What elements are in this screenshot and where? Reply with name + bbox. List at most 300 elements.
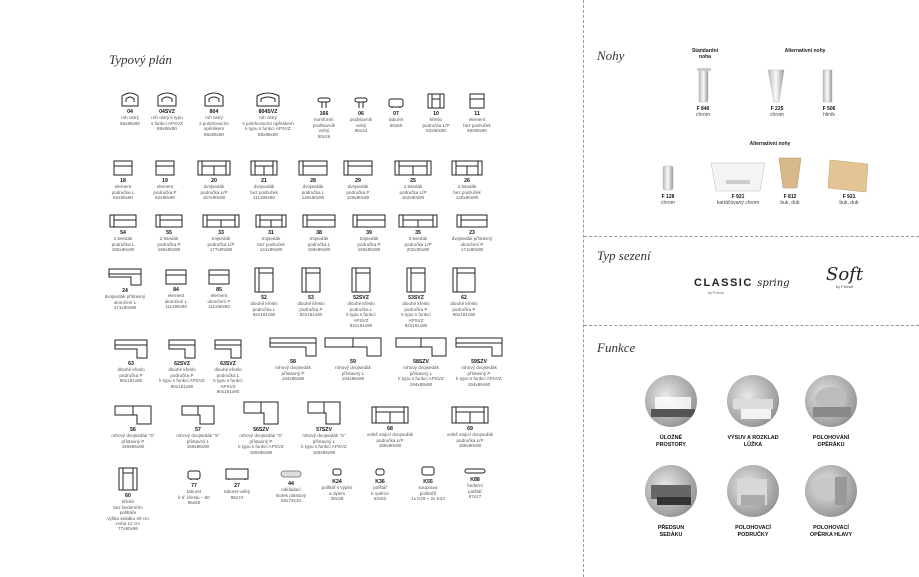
- plan-item-desc: k typu s funkcí: [346, 312, 376, 318]
- plan-item-desc: 90x161x90: [216, 389, 240, 395]
- leg-f840-image: [694, 68, 714, 104]
- plan-item-code: 20: [211, 178, 217, 184]
- plan-item-code: 52: [261, 295, 267, 301]
- plan-item-drawing: [330, 466, 344, 478]
- plan-item-desc: 86x86x90: [120, 120, 140, 126]
- plan-item-desc: dlouhé křeslo: [214, 367, 242, 373]
- plan-item-desc: područka L: [111, 189, 135, 195]
- plan-item-desc: ukončení P: [460, 241, 484, 247]
- plan-item-desc: rohový dvojsedák: [403, 365, 439, 371]
- plan-item-desc: 141x90x90: [259, 247, 283, 253]
- plan-item-desc: k typu s funkcí: [401, 312, 431, 318]
- plan-item-68: [356, 405, 424, 449]
- plan-item-desc: k typu s funkcí APSVZ: [159, 378, 205, 384]
- plan-item-desc: volně stojící dvojsedák: [366, 432, 414, 438]
- plan-item-drawing: [279, 468, 303, 480]
- plan-item-drawing: [120, 90, 140, 108]
- plan-item-desc: roh ostrý: [259, 115, 277, 121]
- plan-item-desc: roh ostrý: [205, 115, 223, 121]
- function-photo: [727, 375, 779, 427]
- seating-title: Typ sezení: [597, 248, 651, 263]
- plan-item-code: 53SVZ: [408, 295, 424, 301]
- plan-item-desc: 95x74: [230, 494, 244, 500]
- plan-item-desc: volně stojící dvojsedák: [446, 432, 494, 438]
- section-divider-seating: [584, 236, 919, 237]
- plan-item-desc: bez bederního: [113, 504, 143, 510]
- plan-item-code: 07: [393, 111, 399, 117]
- plan-item-desc: 2,5sedák: [113, 236, 133, 242]
- plan-item-desc: a zipem: [328, 490, 346, 496]
- plan-item-drawing: [201, 213, 241, 229]
- plan-item-drawing: [164, 268, 188, 286]
- plan-item-desc: k typu s funkcí APSVZ: [398, 376, 444, 382]
- plan-item-desc: 129x90x90: [301, 195, 325, 201]
- plan-item-drawing: [350, 266, 372, 294]
- function-label: VÝSUV A ROZKLAD LŮŽKA: [727, 435, 779, 448]
- plan-item-desc: dlouhé křeslo: [402, 301, 430, 307]
- plan-item-desc: područka L/P: [422, 122, 450, 128]
- plan-item-drawing: [315, 96, 333, 110]
- plan-item-desc: područka P: [452, 306, 476, 312]
- leg-f840: F 840 chrom: [696, 106, 710, 118]
- plan-item-drawing: [306, 400, 342, 426]
- function-photo: [645, 375, 697, 427]
- plan-item-23: [441, 213, 503, 253]
- plan-item-code: 04SVZ: [159, 109, 175, 115]
- plan-item-code: 58: [290, 359, 296, 365]
- plan-item-desc: polštář s výplní: [321, 485, 353, 491]
- plan-item-desc: 90x161x90: [170, 383, 194, 389]
- plan-item-drawing: [397, 213, 439, 229]
- leg-f812-image: [777, 156, 803, 190]
- plan-item-code: 60: [125, 493, 131, 499]
- plan-item-desc: APSVZ: [220, 383, 236, 389]
- plan-item-desc: 126x90x90: [455, 195, 479, 201]
- plan-item-desc: područka P: [170, 372, 194, 378]
- plan-item-drawing: [180, 404, 216, 426]
- plan-title: Typový plán: [109, 52, 172, 67]
- soft-logo-text: Soft: [826, 264, 864, 285]
- plan-item-desc: přístavný L: [312, 438, 336, 444]
- plan-item-drawing: [373, 466, 387, 478]
- plan-item-drawing: [450, 159, 484, 177]
- plan-item-desc: element: [114, 184, 132, 190]
- plan-item-k88: [446, 466, 504, 500]
- plan-item-desc: rohový dvojsedák: [275, 365, 311, 371]
- plan-item-desc: područka L/P: [207, 241, 235, 247]
- plan-item-desc: 92x90x90: [426, 128, 446, 134]
- plan-item-drawing: [342, 159, 374, 177]
- plan-item-desc: područka P: [153, 189, 177, 195]
- leg-f128: F 128 chrom: [661, 194, 675, 206]
- plan-item-desc: trojsedák: [261, 236, 281, 242]
- plan-item-desc: trojsedák: [211, 236, 231, 242]
- function-1: [641, 375, 701, 449]
- plan-item-desc: područka L: [216, 372, 240, 378]
- plan-item-desc: 177x90x90: [209, 247, 233, 253]
- plan-item-drawing: [297, 159, 329, 177]
- plan-item-desc: 171x90x90: [113, 305, 137, 311]
- plan-item-desc: 202x90x90: [406, 247, 430, 253]
- plan-item-drawing: [301, 213, 337, 229]
- plan-item-desc: 171x90x90: [460, 247, 484, 253]
- plan-item-desc: roh ostrý k typu: [151, 115, 183, 121]
- plan-item-desc: 189x90x90: [378, 443, 402, 449]
- plan-item-desc: područka P: [357, 241, 381, 247]
- plan-item-desc: ukončení L: [164, 298, 188, 304]
- plan-item-57: [166, 404, 230, 450]
- classic-logo-text: CLASSIC: [694, 277, 753, 289]
- plan-item-desc: dlouhé křeslo: [168, 367, 196, 373]
- leg-f921-chrome-image: [708, 160, 768, 194]
- plan-item-desc: 67x27: [468, 494, 482, 500]
- plan-item-code: 33: [218, 230, 224, 236]
- plan-item-desc: křeslo: [429, 117, 443, 123]
- plan-item-desc: 2,5sedák: [457, 184, 477, 190]
- legs-alt-label: Alternativní nohy: [784, 48, 826, 54]
- plan-item-desc: 159x86x90: [312, 449, 336, 455]
- plan-item-drawing: [113, 338, 149, 360]
- plan-item-desc: 1x K26 + 2x K24: [411, 496, 445, 502]
- plan-item-desc: 86x86x90: [204, 131, 224, 137]
- plan-item-desc: 159x86x90: [249, 449, 273, 455]
- plan-item-drawing: [167, 338, 197, 360]
- plan-item-desc: dvojsedák přístavný: [104, 294, 146, 300]
- plan-item-desc: k typu s funkcí: [213, 378, 243, 384]
- plan-item-code: 59SZV: [471, 359, 487, 365]
- plan-item-desc: s polohovacím: [199, 120, 229, 126]
- plan-item-desc: 82x161x90: [349, 323, 373, 329]
- plan-item-desc: element: [210, 293, 228, 299]
- plan-item-code: 85: [216, 287, 222, 293]
- function-5: [723, 465, 783, 539]
- plan-item-desc: přístavný L: [186, 438, 210, 444]
- legs-standard-label: Standardní noha: [691, 48, 719, 60]
- leg-f921-chrome: F 921 kartáčovaný chrom: [716, 194, 760, 206]
- plan-item-code: 56: [130, 427, 136, 433]
- plan-item-desc: element: [156, 184, 174, 190]
- function-4: [641, 465, 701, 539]
- plan-item-desc: rohový dvojsedák "S": [176, 433, 220, 439]
- plan-item-code: 44: [288, 481, 294, 487]
- plan-item-desc: 38x38: [330, 496, 344, 502]
- plan-item-desc: přístavný L: [409, 370, 433, 376]
- plan-item-code: 18: [120, 178, 126, 184]
- plan-item-desc: područka L/P: [404, 241, 432, 247]
- plan-item-desc: područka L: [301, 189, 325, 195]
- plan-item-desc: 111x90x90: [208, 304, 230, 310]
- plan-item-desc: dlouhé křeslo: [347, 301, 375, 307]
- plan-item-desc: 65x23: [354, 128, 368, 134]
- plan-item-code: K88: [470, 477, 480, 483]
- soft-logo: [826, 266, 863, 289]
- plan-item-desc: bez područek: [257, 241, 285, 247]
- plan-item-code: 56SZV: [253, 427, 269, 433]
- plan-item-desc: dlouhé křeslo: [117, 367, 145, 373]
- plan-item-desc: s funkcí APSVZ: [151, 120, 183, 126]
- plan-item-desc: 111x90x90: [165, 304, 187, 310]
- plan-item-code: 29: [355, 178, 361, 184]
- plan-item-desc: područka P: [346, 189, 370, 195]
- plan-item-desc: ukončení P: [207, 298, 231, 304]
- plan-item-drawing: [224, 466, 250, 482]
- plan-item-desc: dvojsedák: [302, 184, 324, 190]
- plan-item-desc: 90x161x90: [452, 312, 476, 318]
- plan-item-desc: područka L: [349, 306, 373, 312]
- plan-item-desc: 52x52: [373, 496, 387, 502]
- plan-item-drawing: [196, 159, 232, 177]
- plan-item-desc: noha 12 cm: [115, 521, 140, 527]
- plan-item-desc: volný: [318, 128, 330, 134]
- plan-item-desc: 86x86x90: [157, 126, 177, 132]
- plan-item-drawing: [112, 159, 134, 177]
- plan-item-desc: rohový dvojsedák "S": [239, 433, 283, 439]
- plan-item-desc: područka L: [252, 306, 276, 312]
- plan-item-desc: 2,5sedák: [403, 184, 423, 190]
- plan-item-desc: k typu s funkcí APSVZ: [301, 444, 347, 450]
- function-2: [723, 375, 783, 449]
- plan-item-desc: komfortní: [314, 117, 334, 123]
- plan-item-drawing: [387, 96, 405, 110]
- plan-item-drawing: [393, 159, 433, 177]
- plan-item-desc: 129x90x90: [346, 195, 370, 201]
- plan-item-code: 27: [234, 483, 240, 489]
- plan-item-drawing: [451, 266, 477, 294]
- plan-item-drawing: [323, 336, 383, 358]
- legs-alt-label-2: Alternativní nohy: [749, 141, 791, 147]
- leg-f225: F 225 chrom: [770, 106, 784, 118]
- plan-item-desc: 82x161x90: [404, 323, 428, 329]
- plan-item-code: 804: [209, 109, 219, 115]
- leg-f128-image: [658, 164, 678, 192]
- plan-item-desc: područka L: [307, 241, 331, 247]
- plan-item-desc: 159x90x90: [307, 247, 331, 253]
- plan-item-desc: 166x90x90: [157, 247, 181, 253]
- plan-item-drawing: [405, 266, 427, 294]
- plan-item-desc: trojsedák: [309, 236, 329, 242]
- plan-item-desc: taburet: [388, 117, 404, 123]
- plan-item-desc: 3,5sedák: [408, 236, 428, 242]
- plan-item-desc: 111x90x90: [253, 195, 275, 201]
- plan-item-desc: stolek plastový: [275, 492, 307, 498]
- plan-item-desc: područka P: [157, 241, 181, 247]
- plan-item-drawing: [242, 400, 280, 426]
- plan-item-code: 53: [308, 295, 314, 301]
- plan-item-desc: ukončení L: [113, 299, 137, 305]
- plan-item-52svz: [332, 266, 390, 328]
- plan-item-drawing: [254, 213, 288, 229]
- plan-item-desc: 194x86x90: [467, 381, 491, 387]
- plan-item-desc: 82x90x90: [113, 195, 133, 201]
- plan-item-code: 54: [120, 230, 126, 236]
- soft-logo-sub: by Pohsel: [835, 284, 854, 289]
- plan-item-desc: 194x86x90: [341, 376, 365, 382]
- plan-item-drawing: [249, 159, 279, 177]
- plan-item-desc: volný: [355, 122, 367, 128]
- plan-item-desc: dvojsedák: [203, 184, 225, 190]
- plan-item-62: [435, 266, 493, 318]
- plan-item-code: 804SVZ: [258, 109, 278, 115]
- plan-item-desc: 90x161x90: [119, 378, 143, 384]
- plan-item-code: 28: [310, 178, 316, 184]
- spring-logo-text: spring: [757, 278, 790, 289]
- plan-item-desc: rohový dvojsedák: [335, 365, 371, 371]
- plan-item-desc: područka L/P: [399, 189, 427, 195]
- plan-item-desc: 50x73x10: [281, 498, 301, 504]
- plan-item-desc: element: [468, 117, 486, 123]
- plan-item-code: 77: [191, 483, 197, 489]
- plan-item-63svz: [199, 338, 257, 394]
- plan-item-desc: područka P: [299, 306, 323, 312]
- plan-item-desc: podhlavník: [349, 117, 373, 123]
- plan-item-desc: 82x161x90: [299, 312, 323, 318]
- plan-item-59szv: [440, 336, 518, 387]
- plan-item-desc: APSVZ: [408, 317, 424, 323]
- function-photo: [645, 465, 697, 517]
- plan-item-desc: područka L: [111, 241, 135, 247]
- plan-item-desc: rohový dvojsedák "S": [111, 433, 155, 439]
- plan-item-desc: područka L/P: [200, 189, 228, 195]
- plan-item-desc: 2,5sedák: [159, 236, 179, 242]
- plan-item-code: K24: [332, 479, 342, 485]
- plan-item-60: [99, 466, 157, 532]
- leg-f812: F 812 buk, dub: [780, 194, 800, 206]
- plan-item-26: [436, 159, 498, 201]
- plan-item-code: 11: [474, 111, 480, 117]
- plan-item-desc: opěrákem: [203, 126, 225, 132]
- plan-item-desc: element: [167, 293, 185, 299]
- plan-item-desc: odkládací: [281, 487, 301, 493]
- plan-item-11: [448, 92, 506, 134]
- plan-item-desc: 50x60: [389, 122, 403, 128]
- section-divider-functions: [584, 325, 919, 326]
- plan-item-desc: k opěrce: [371, 490, 389, 496]
- leg-f506: F 506 hliník: [822, 106, 836, 118]
- function-label: POLOHOVACÍ PODRUČKY: [735, 525, 771, 538]
- plan-item-desc: rohový dvojsedák: [461, 365, 497, 371]
- legs-title: Nohy: [597, 48, 625, 63]
- plan-item-code: 21: [261, 178, 267, 184]
- plan-item-desc: 82x90x90: [155, 195, 175, 201]
- plan-item-desc: područka P: [404, 306, 428, 312]
- plan-item-desc: bez područek: [250, 189, 278, 195]
- plan-item-code: 31: [268, 230, 274, 236]
- plan-item-code: 69: [467, 426, 473, 432]
- plan-item-code: 52SVZ: [353, 295, 369, 301]
- plan-item-drawing: [186, 468, 202, 482]
- plan-item-drawing: [419, 464, 437, 478]
- plan-item-code: K55: [423, 479, 433, 485]
- plan-item-drawing: [207, 268, 231, 286]
- plan-item-desc: dlouhé křeslo: [450, 301, 478, 307]
- plan-item-drawing: [154, 213, 184, 229]
- plan-item-804: [185, 90, 243, 137]
- plan-item-drawing: [117, 466, 139, 492]
- function-photo: [805, 375, 857, 427]
- function-label: POLOHOVACÍ OPĚRKA HLAVY: [809, 525, 853, 538]
- plan-item-drawing: [426, 92, 446, 110]
- plan-item-desc: 86x86x90: [258, 131, 278, 137]
- plan-item-code: 38: [316, 230, 322, 236]
- plan-item-code: 04: [127, 109, 133, 115]
- plan-item-desc: přístavný P: [467, 370, 491, 376]
- plan-item-code: 23: [469, 230, 475, 236]
- plan-item-drawing: [300, 266, 322, 294]
- plan-item-desc: trojsedák: [359, 236, 379, 242]
- plan-item-desc: 50x26: [317, 133, 331, 139]
- plan-item-desc: 189x90x90: [458, 443, 482, 449]
- plan-item-code: 84: [173, 287, 179, 293]
- plan-item-code: 39: [366, 230, 372, 236]
- plan-item-drawing: [450, 405, 490, 425]
- plan-item-code: 55: [166, 230, 172, 236]
- plan-item-drawing: [154, 159, 176, 177]
- plan-item-desc: 159x90x90: [357, 247, 381, 253]
- leg-f921-wood-image: [826, 158, 872, 194]
- plan-item-desc: k typu s funkcí APSVZ: [456, 376, 502, 382]
- plan-item-drawing: [370, 405, 410, 425]
- plan-item-code: 166: [319, 111, 329, 117]
- plan-item-desc: k typu s funkcí APSVZ: [245, 126, 291, 132]
- plan-item-code: 62SVZ: [174, 361, 190, 367]
- leg-f506-image: [818, 68, 838, 104]
- plan-item-drawing: [255, 90, 281, 108]
- plan-item-desc: přístavný L: [341, 370, 365, 376]
- functions-title: Funkce: [597, 340, 636, 355]
- plan-item-desc: s polohovacím opěrákem: [242, 120, 294, 126]
- plan-item-desc: 82x161x90: [252, 312, 276, 318]
- plan-item-drawing: [253, 266, 275, 294]
- plan-item-57szv: [292, 400, 356, 455]
- plan-item-desc: přístavný P: [281, 370, 305, 376]
- plan-item-drawing: [108, 213, 138, 229]
- plan-item-desc: 159x86x90: [186, 444, 210, 450]
- plan-item-code: K36: [375, 479, 385, 485]
- plan-item-desc: křeslo: [121, 499, 135, 505]
- plan-item-desc: 167x90x90: [202, 195, 226, 201]
- plan-item-desc: 55x50: [187, 500, 201, 506]
- plan-item-desc: dvojsedák: [253, 184, 275, 190]
- plan-item-69: [436, 405, 504, 449]
- plan-item-desc: 77x90x96: [118, 526, 138, 532]
- plan-item-drawing: [468, 92, 486, 110]
- function-label: ÚLOŽNÉ PROSTORY: [656, 435, 686, 448]
- plan-item-drawing: [156, 90, 178, 108]
- plan-item-code: 57: [195, 427, 201, 433]
- plan-item-drawing: [455, 213, 489, 229]
- plan-item-desc: polštář: [468, 488, 482, 494]
- plan-item-desc: polštářů: [419, 490, 437, 496]
- plan-item-desc: bez područek: [453, 189, 481, 195]
- function-photo: [727, 465, 779, 517]
- leg-f225-image: [764, 68, 790, 104]
- plan-item-desc: dlouhé křeslo: [297, 301, 325, 307]
- plan-item-desc: k tř. křeslu – 60: [178, 494, 210, 500]
- plan-item-27: [208, 466, 266, 500]
- function-photo: [805, 465, 857, 517]
- function-label: POLOHOVÁNÍ OPĚRÁKU: [812, 435, 850, 448]
- classic-logo-sub: by Pohoal: [708, 291, 724, 295]
- plan-item-desc: rohový dvojsedák "S": [302, 433, 346, 439]
- plan-item-desc: APSVZ: [353, 317, 369, 323]
- plan-item-desc: taburet: [186, 489, 202, 495]
- plan-item-desc: dvojsedák přístavný: [451, 236, 493, 242]
- plan-item-desc: područka P: [119, 372, 143, 378]
- plan-item-code: 57SZV: [316, 427, 332, 433]
- plan-item-drawing: [454, 336, 504, 358]
- plan-item-drawing: [351, 213, 387, 229]
- plan-item-desc: bez područek: [463, 122, 491, 128]
